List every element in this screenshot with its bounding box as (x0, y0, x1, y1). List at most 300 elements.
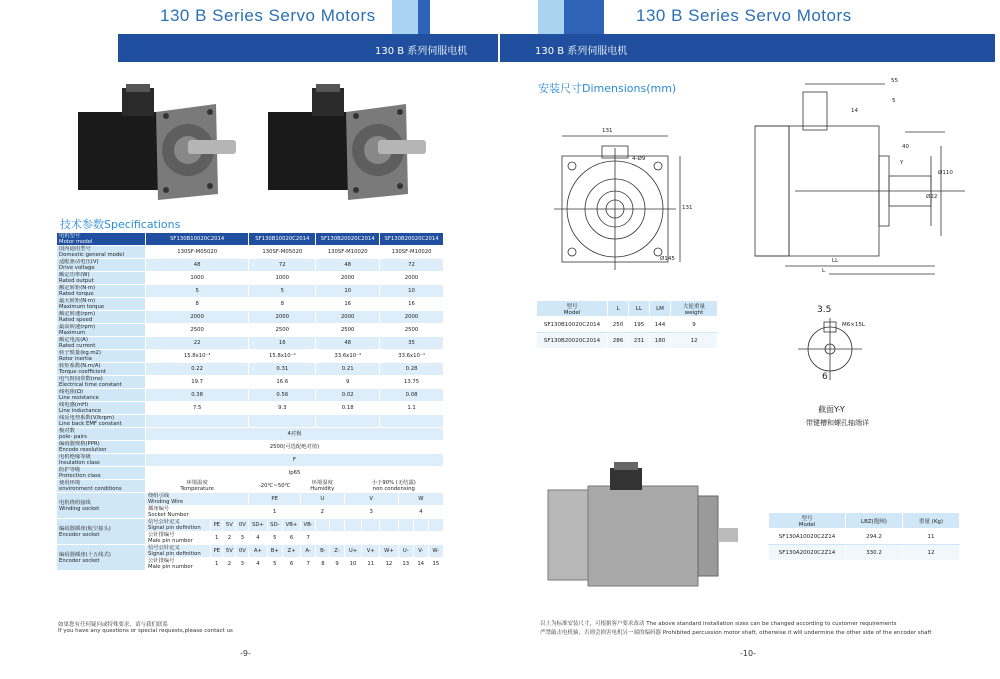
table-cell: 1.1 (380, 402, 444, 415)
table-cell: 48 (316, 337, 380, 350)
table-cell: 16 (316, 298, 380, 311)
table-row (769, 545, 960, 561)
row-label-cn: 极对数 (59, 428, 75, 434)
signal-pin: 0V (236, 545, 249, 558)
left-header-dark-block (418, 0, 430, 34)
row-label (57, 480, 146, 493)
table-cell: SF130B10020C2014 (146, 233, 249, 246)
table-cell: 48 (316, 259, 380, 272)
table-header-cell: 型号 Model (769, 513, 846, 529)
table-cell: 250 (608, 317, 629, 333)
row-label-cn: 额定功率(W) (59, 272, 90, 278)
signal-pin: V- (413, 545, 428, 558)
signal-def-en: Signal pin definition (148, 525, 201, 531)
row-label (57, 376, 146, 389)
row-label-en: Maximum torque (59, 304, 105, 310)
side-view-drawing (745, 76, 975, 276)
table-row (57, 285, 444, 298)
row-label (57, 519, 146, 545)
env-hum-label (301, 480, 345, 493)
winding-wire: V (344, 493, 398, 506)
left-band-text: 130 B 系列伺服电机 (375, 46, 468, 57)
male-pin-number: 5 (267, 532, 282, 545)
row-label-cn: 防护等级 (59, 467, 81, 473)
empty-cell (398, 532, 413, 545)
table-cell: 10 (316, 285, 380, 298)
dimensions-title: 安装尺寸Dimensions(mm) (538, 82, 677, 95)
winding-wire-cn: 绕组引线 (148, 493, 170, 499)
dim-side-55: 55 (891, 78, 898, 84)
row-label-cn: 额定电流(A) (59, 337, 88, 343)
empty-cell (344, 519, 362, 532)
male-pin-number: 15 (428, 558, 443, 571)
table-row (57, 389, 444, 402)
right-note-1: 以上为标准安装尺寸，可根据客户要求改动 The above standard installation sizes can be changed according to customer requirements (540, 621, 897, 627)
row-label-en: Rated torque (59, 291, 94, 297)
table-cell: 13.75 (380, 376, 444, 389)
table-cell: 294.2 (846, 529, 903, 545)
row-label (57, 493, 146, 519)
socket-number-label (146, 506, 249, 519)
env-temp-cn: 环境温度 (186, 480, 208, 486)
table-header-cell: LBZ(抱闸) (846, 513, 903, 529)
table-header-cell: 重量 (Kg) (903, 513, 960, 529)
row-label (57, 415, 146, 428)
key-section-subtitle: 带键槽和螺孔轴端详 (806, 419, 869, 427)
left-footer-cn: 如果您有任何疑问或特殊要求，请与我们联系 (58, 622, 169, 628)
row-label-cn: 最大转矩(N·m) (59, 298, 96, 304)
table-cell: Ip65 (146, 467, 444, 480)
table-cell (316, 415, 380, 428)
brake-table-container (768, 512, 960, 561)
row-label-cn: 电机绕组接线 (59, 499, 91, 506)
row-label-cn: 转矩系数(N.m/A) (59, 363, 101, 369)
right-page-title: 130 B Series Servo Motors (636, 6, 852, 25)
table-row (769, 529, 960, 545)
signal-pin: SD- (267, 519, 282, 532)
empty-cell (362, 519, 380, 532)
male-pin-label (146, 558, 211, 571)
row-label-en: Winding socket (59, 505, 100, 512)
key-dim-w: 3.5 (817, 305, 832, 315)
table-row (57, 363, 444, 376)
signal-pin: PE (211, 545, 223, 558)
signal-pin: VB+ (283, 519, 301, 532)
table-cell: SF130A20020C2Z14 (769, 545, 846, 561)
row-label-en: Line resistance (59, 395, 99, 401)
table-cell: 231 (629, 333, 650, 349)
empty-cell (380, 519, 399, 532)
signal-def-cn: 信号公针定义 (148, 545, 180, 551)
row-label (57, 467, 146, 480)
male-pin-number: 14 (413, 558, 428, 571)
male-pin-number: 13 (398, 558, 413, 571)
env-temp-label (146, 480, 249, 493)
male-pin-number: 11 (362, 558, 380, 571)
table-cell: 130SF-M10020 (316, 246, 380, 259)
table-cell: 15.8x10⁻⁴ (146, 350, 249, 363)
signal-pin: Z- (330, 545, 344, 558)
table-row (537, 317, 718, 333)
signal-pin: A+ (249, 545, 267, 558)
row-label-en: environment conditions (59, 486, 122, 492)
table-cell: 4对极 (146, 428, 444, 441)
signal-def-en: Signal pin definition (148, 551, 201, 557)
table-header-cell: 型号 Model (537, 301, 608, 317)
table-row (57, 415, 444, 428)
table-cell: 15.8x10⁻⁴ (249, 350, 316, 363)
empty-cell (398, 519, 413, 532)
signal-pin: PE (211, 519, 223, 532)
table-cell: 2000 (146, 311, 249, 324)
key-section-title: 截面Y-Y (818, 405, 845, 414)
signal-def-label (146, 545, 211, 558)
dim-side-y: Y (900, 160, 904, 166)
row-label (57, 324, 146, 337)
table-header-cell: L (608, 301, 629, 317)
male-pin-number: 2 (223, 558, 236, 571)
table-cell: 72 (380, 259, 444, 272)
male-pin-cn: 公针排编号 (148, 532, 175, 538)
empty-cell (316, 519, 330, 532)
table-header-cell: 大轮重量 weight (671, 301, 718, 317)
env-hum-note: non condensing (372, 486, 415, 492)
signal-pin: U+ (344, 545, 362, 558)
row-label (57, 389, 146, 402)
row-label-cn: 最高转速(rpm) (59, 324, 96, 330)
row-label (57, 428, 146, 441)
row-label-en: Line inductance (59, 408, 102, 414)
table-cell: 2500 (316, 324, 380, 337)
dim-side-40: 40 (902, 144, 909, 150)
table-cell: 2500 (146, 324, 249, 337)
env-hum-cn: 环境湿度 (311, 480, 333, 486)
table-cell: 286 (608, 333, 629, 349)
table-cell: 11 (903, 529, 960, 545)
table-cell: 33.6x10⁻⁴ (316, 350, 380, 363)
row-label-cn: 额定转速(rpm) (59, 311, 96, 317)
row-label-en: Encoder socket (59, 557, 100, 564)
table-cell (249, 415, 316, 428)
key-dim-h: 6 (822, 372, 828, 382)
table-cell: 16 (249, 337, 316, 350)
empty-cell (380, 532, 399, 545)
table-cell: 33.6x10⁻⁴ (380, 350, 444, 363)
spec-table (56, 232, 444, 571)
table-row (57, 246, 444, 259)
signal-pin: V+ (362, 545, 380, 558)
table-row (57, 545, 444, 558)
winding-wire: U (301, 493, 345, 506)
row-label-cn: 编码器插座(十五线式) (59, 551, 111, 558)
key-dim-m: M6×15L (842, 322, 865, 328)
table-cell: 12 (671, 333, 718, 349)
male-pin-number: 3 (236, 558, 249, 571)
male-pin-cn: 公针排编号 (148, 558, 175, 564)
male-pin-number: 12 (380, 558, 399, 571)
brake-motor-photo (540, 460, 740, 600)
socket-number-en: Socket Number (148, 512, 189, 518)
row-label (57, 285, 146, 298)
table-row (57, 493, 444, 506)
table-row (57, 337, 444, 350)
table-cell: 2500(可选配绝对值) (146, 441, 444, 454)
table-cell: 19.7 (146, 376, 249, 389)
table-cell: 1000 (146, 272, 249, 285)
row-label-en: Domestic general model (59, 252, 124, 258)
winding-wire-label (146, 493, 249, 506)
male-pin-en: Male pin number (148, 564, 193, 570)
table-cell: 0.28 (380, 363, 444, 376)
row-label-en: Encode resolution (59, 447, 107, 453)
row-label-en: pole- pairs (59, 434, 87, 440)
dim-side-5: 5 (892, 98, 896, 104)
dim-side-110: Ø110 (938, 170, 953, 176)
table-cell: 0.08 (380, 389, 444, 402)
table-cell: 2000 (380, 311, 444, 324)
table-cell: SF130B20020C2014 (380, 233, 444, 246)
row-label-cn: 编码器规格(PPR) (59, 441, 100, 447)
row-label-en: Protection class (59, 473, 101, 479)
dim-side-ll: LL (832, 258, 839, 264)
brake-table (768, 512, 960, 561)
row-label-cn: 线电感(mH) (59, 402, 89, 408)
table-row (57, 272, 444, 285)
row-label (57, 272, 146, 285)
row-label (57, 350, 146, 363)
signal-pin: Z+ (283, 545, 301, 558)
table-row (537, 333, 718, 349)
env-temp-value: -20℃~50℃ (249, 480, 301, 493)
socket-number: 3 (344, 506, 398, 519)
table-row (57, 376, 444, 389)
empty-cell (428, 532, 443, 545)
table-cell: 9.3 (249, 402, 316, 415)
signal-pin: A- (301, 545, 316, 558)
signal-pin: 0V (236, 519, 249, 532)
row-label-en: Line back EMF constant (59, 421, 122, 427)
row-label-en: Electrical time constant (59, 382, 122, 388)
table-row (57, 233, 444, 246)
right-note-2: 严禁敲击电机轴，否则会损害电机另一端的编码器 Prohibited percussion motor shaft, otherwise it will undermine the other side of the encoder shaft (540, 630, 932, 636)
signal-pin: B+ (267, 545, 282, 558)
table-cell: 130SF-M05020 (146, 246, 249, 259)
male-pin-number: 9 (330, 558, 344, 571)
row-label-en: Insulation class (59, 460, 100, 466)
male-pin-number: 4 (249, 558, 267, 571)
table-cell: 0.38 (146, 389, 249, 402)
dim-front-top: 131 (602, 128, 613, 134)
table-cell: 2000 (249, 311, 316, 324)
table-cell: 8 (146, 298, 249, 311)
male-pin-number: 1 (211, 532, 223, 545)
winding-wire: PE (249, 493, 301, 506)
table-cell: 5 (249, 285, 316, 298)
signal-pin: 5V (223, 545, 236, 558)
table-cell: 35 (380, 337, 444, 350)
table-row (57, 428, 444, 441)
row-label-cn: 电机型号 (59, 233, 81, 239)
row-label-en: Rated speed (59, 317, 93, 323)
row-label (57, 233, 146, 246)
table-cell: 5 (146, 285, 249, 298)
row-label-cn: 适配驱动电压(V) (59, 259, 99, 265)
table-cell: 2500 (380, 324, 444, 337)
male-pin-number: 4 (249, 532, 267, 545)
table-cell: 0.18 (316, 402, 380, 415)
dim-front-side: Ø145 (660, 256, 675, 262)
table-cell: SF130B20020C2014 (316, 233, 380, 246)
signal-pin: VB- (301, 519, 316, 532)
table-cell: 16.6 (249, 376, 316, 389)
table-row (57, 350, 444, 363)
table-cell: 9 (671, 317, 718, 333)
row-label (57, 246, 146, 259)
row-label-cn: 转子惯量(kg.m2) (59, 350, 101, 356)
signal-def-cn: 信号公针定义 (148, 519, 180, 525)
winding-wire-en: Winding Wire (148, 499, 184, 505)
env-temp-en: Temperature (180, 486, 214, 492)
empty-cell (413, 519, 428, 532)
row-label-cn: 使用环境 (59, 480, 81, 486)
row-label (57, 454, 146, 467)
table-cell: 12 (903, 545, 960, 561)
table-row (57, 441, 444, 454)
table-cell: 130SF-M05020 (249, 246, 316, 259)
table-cell: 330.2 (846, 545, 903, 561)
row-label-cn: 编码器插座(航空接头) (59, 525, 111, 532)
motor-photo-1 (78, 82, 238, 204)
table-cell: SF130B10020C2014 (249, 233, 316, 246)
left-header-light-block (392, 0, 418, 34)
spec-table-container (56, 232, 444, 571)
empty-cell (362, 532, 380, 545)
signal-def-label (146, 519, 211, 532)
table-header-cell: LL (629, 301, 650, 317)
row-label-cn: 线反电势系数(V/krpm) (59, 415, 115, 421)
key-section-drawing (790, 304, 880, 394)
table-cell: 130SF-M10020 (380, 246, 444, 259)
table-row (57, 467, 444, 480)
empty-cell (344, 532, 362, 545)
table-cell: 0.22 (146, 363, 249, 376)
table-cell (146, 415, 249, 428)
male-pin-number: 6 (283, 558, 301, 571)
table-cell: 16 (380, 298, 444, 311)
male-pin-number: 5 (267, 558, 282, 571)
table-row (57, 324, 444, 337)
table-cell: 72 (249, 259, 316, 272)
table-cell: 144 (650, 317, 671, 333)
motor-photo-2 (268, 82, 428, 204)
right-header-dark-block (564, 0, 604, 34)
row-label-en: Rated current (59, 343, 96, 349)
male-pin-number: 7 (301, 532, 316, 545)
winding-wire: W (398, 493, 443, 506)
table-cell: 0.21 (316, 363, 380, 376)
empty-cell (316, 532, 330, 545)
empty-cell (428, 519, 443, 532)
table-row (57, 259, 444, 272)
left-page-title: 130 B Series Servo Motors (160, 6, 376, 25)
row-label-en: Torque coefficient (59, 369, 106, 375)
row-label-en: Rated output (59, 278, 94, 284)
male-pin-number: 10 (344, 558, 362, 571)
empty-cell (330, 532, 344, 545)
dim-side-22: Ø22 (926, 194, 938, 200)
left-footer-en: If you have any questions or special requests,please contact us (58, 628, 233, 634)
table-row (57, 454, 444, 467)
table-cell: 10 (380, 285, 444, 298)
row-label-en: Rotor inertia (59, 356, 92, 362)
table-row (57, 311, 444, 324)
dim-front-hole: 4-Ø9 (632, 156, 646, 162)
socket-number: 4 (398, 506, 443, 519)
row-label-cn: 电机绝缘等级 (59, 454, 91, 460)
male-pin-number: 1 (211, 558, 223, 571)
socket-number: 1 (249, 506, 301, 519)
right-header-light-block (538, 0, 564, 34)
row-label-en: Encoder socket (59, 531, 100, 538)
row-label-cn: 额定转矩(N·m) (59, 285, 96, 291)
row-label-cn: 电气时间常数(ms) (59, 376, 103, 382)
row-label (57, 311, 146, 324)
table-cell: 195 (629, 317, 650, 333)
empty-cell (413, 532, 428, 545)
dimension-table-container (536, 300, 718, 349)
dim-front-right: 131 (682, 205, 693, 211)
row-label-en: Motor model (59, 239, 93, 245)
male-pin-number: 6 (283, 532, 301, 545)
table-cell: 2000 (380, 272, 444, 285)
table-cell: SF130B10020C2014 (537, 317, 608, 333)
male-pin-number: 3 (236, 532, 249, 545)
right-band-text: 130 B 系列伺服电机 (535, 46, 628, 57)
table-header-row (537, 301, 718, 317)
row-label-cn: 线电阻(Ω) (59, 389, 84, 395)
row-label (57, 441, 146, 454)
left-page-number: -9- (240, 649, 251, 658)
table-cell: 1000 (249, 272, 316, 285)
signal-pin: W- (428, 545, 443, 558)
table-row (57, 480, 444, 493)
table-cell: 48 (146, 259, 249, 272)
row-label-en: Drive voltage (59, 265, 95, 271)
table-cell: 2500 (249, 324, 316, 337)
table-cell (380, 415, 444, 428)
dimension-table (536, 300, 718, 349)
row-label (57, 337, 146, 350)
dim-side-14: 14 (851, 108, 858, 114)
table-cell: 9 (316, 376, 380, 389)
table-cell: 2000 (316, 311, 380, 324)
table-cell: 8 (249, 298, 316, 311)
socket-number: 2 (301, 506, 345, 519)
table-cell: 7.5 (146, 402, 249, 415)
table-cell: 0.56 (249, 389, 316, 402)
env-hum-val: 小于90% (无结露) (371, 480, 416, 486)
right-page-number: -10- (740, 649, 756, 658)
table-cell: 2000 (316, 272, 380, 285)
table-cell: 0.31 (249, 363, 316, 376)
signal-pin: 5V (223, 519, 236, 532)
env-hum-en: Humidity (310, 486, 335, 492)
row-label (57, 402, 146, 415)
male-pin-en: Male pin number (148, 538, 193, 544)
table-row (57, 519, 444, 532)
empty-cell (330, 519, 344, 532)
signal-pin: U- (398, 545, 413, 558)
